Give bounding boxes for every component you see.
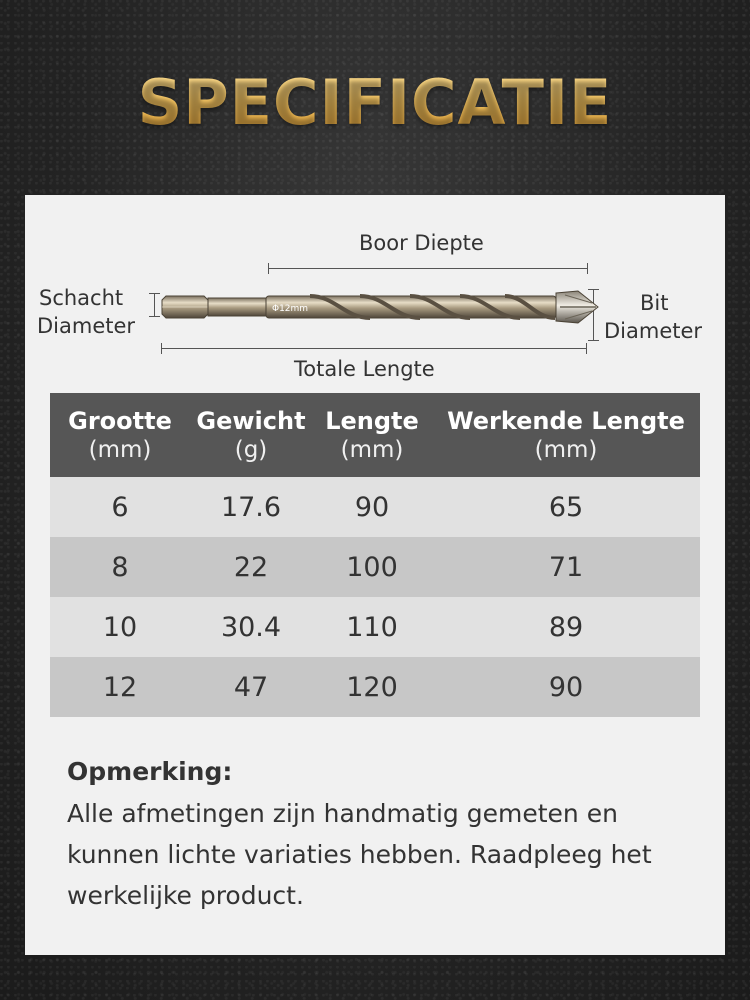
- cell-length: 120: [346, 671, 398, 703]
- bit-label-line1: Bit: [640, 291, 669, 315]
- table-row: [50, 537, 700, 597]
- shank-dim-line: [154, 293, 155, 317]
- cell-size: 6: [111, 491, 129, 523]
- header-working-length-unit: (mm): [534, 437, 598, 463]
- cell-weight: 22: [233, 551, 269, 583]
- note-title: Opmerking:: [67, 757, 233, 786]
- total-length-line: [161, 348, 587, 349]
- drill-bit-illustration: [160, 273, 600, 341]
- total-length-tick-right: [586, 343, 587, 354]
- cell-weight: 17.6: [220, 491, 282, 523]
- cell-weight: 30.4: [220, 611, 282, 643]
- cell-size: 8: [111, 551, 129, 583]
- spec-table: [50, 393, 700, 717]
- cell-size: 10: [102, 611, 138, 643]
- shank-label-line2: Diameter: [37, 314, 136, 338]
- cell-working-length: 90: [548, 671, 584, 703]
- cell-weight: 47: [233, 671, 269, 703]
- cell-working-length: 71: [548, 551, 584, 583]
- bit-label-line2: Diameter: [604, 319, 703, 343]
- cell-working-length: 65: [548, 491, 584, 523]
- header-weight-title: Gewicht: [196, 407, 306, 435]
- spec-panel: [25, 195, 725, 955]
- total-length-tick-left: [161, 343, 162, 354]
- cell-length: 90: [354, 491, 390, 523]
- cell-working-length: 89: [548, 611, 584, 643]
- header-length-unit: (mm): [340, 437, 404, 463]
- note-body: Alle afmetingen zijn handmatig gemeten en kunnen lichte variaties hebben. Raadpleeg het werkelijke product.: [67, 799, 652, 910]
- header-working-length-title: Werkende Lengte: [447, 407, 685, 435]
- shank-dim-tick-top: [149, 293, 160, 294]
- headline: SPECIFICATIE: [0, 66, 750, 146]
- header-size-unit: (mm): [88, 437, 152, 463]
- header-weight-unit: (g): [234, 437, 268, 463]
- table-row: [50, 477, 700, 537]
- cell-length: 110: [346, 611, 398, 643]
- table-row: [50, 597, 700, 657]
- shank-label-line1: Schacht: [39, 286, 124, 310]
- header-size: [50, 393, 190, 477]
- header-working-length: [432, 393, 700, 477]
- drill-engraving: Φ12mm: [272, 304, 309, 314]
- cell-length: 100: [346, 551, 398, 583]
- drill-depth-line: [268, 268, 588, 269]
- header-length-title: Lengte: [325, 407, 419, 435]
- table-header: [50, 393, 700, 477]
- header-weight: [190, 393, 312, 477]
- header-size-title: Grootte: [68, 407, 172, 435]
- shank-dim-tick-bottom: [149, 316, 160, 317]
- table-row: [50, 657, 700, 717]
- header-length: [312, 393, 432, 477]
- total-length-label: Totale Lengte: [294, 357, 435, 381]
- cell-size: 12: [102, 671, 138, 703]
- drill-depth-label: Boor Diepte: [359, 231, 484, 255]
